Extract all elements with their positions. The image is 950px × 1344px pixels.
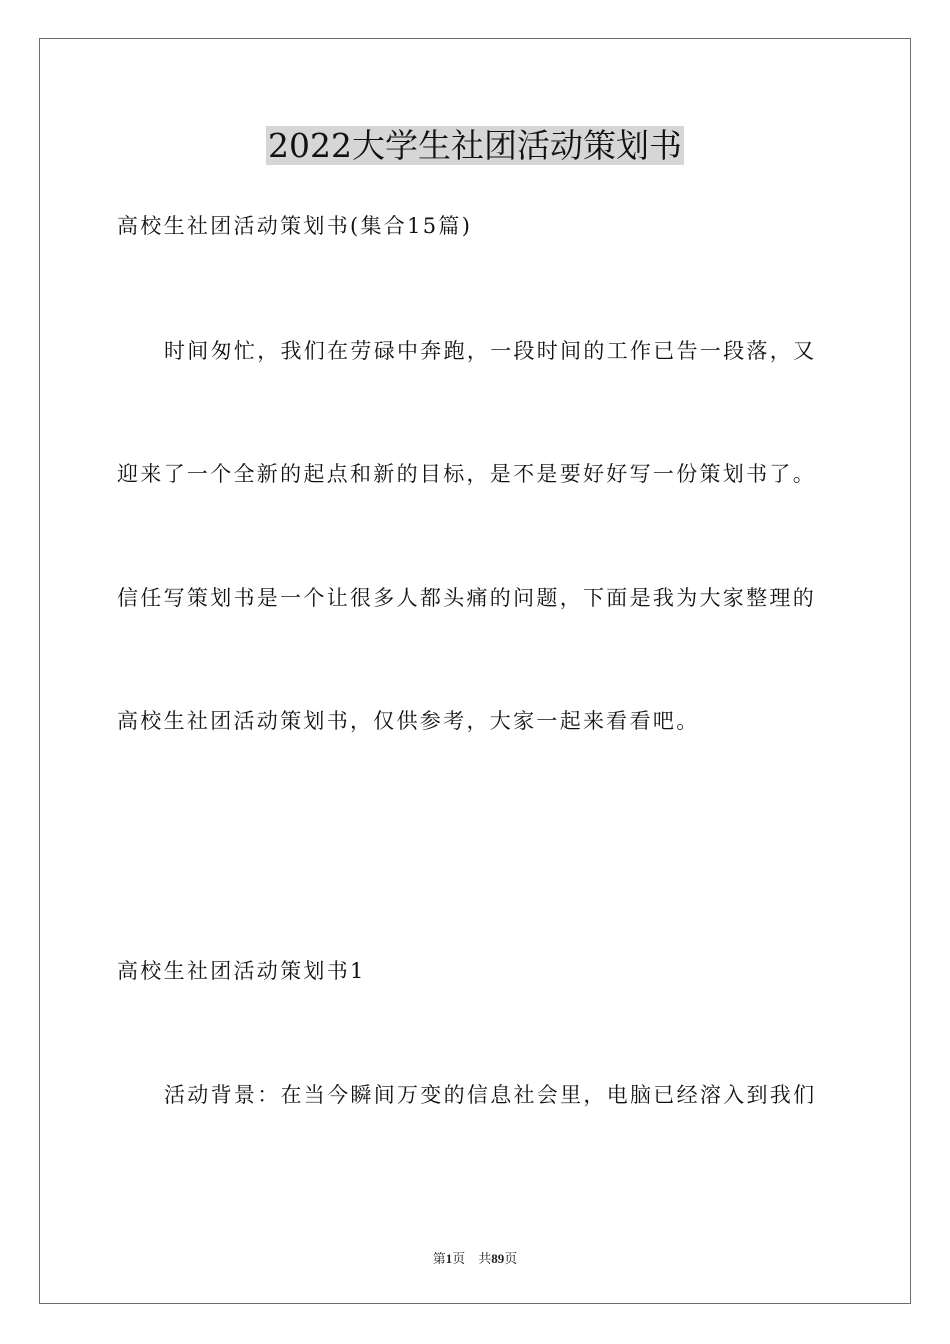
footer-total-prefix: 共 (478, 1251, 492, 1266)
section-heading: 高校生社团活动策划书1 (117, 959, 366, 983)
intro-line-4: 高校生社团活动策划书，仅供参考，大家一起来看看吧。 (117, 709, 700, 733)
page-footer (0, 1248, 950, 1267)
document-title: 2022大学生社团活动策划书 (268, 126, 682, 165)
document-subtitle: 高校生社团活动策划书(集合15篇) (117, 214, 473, 238)
footer-page-current: 1 (445, 1251, 453, 1266)
intro-line-3: 信任写策划书是一个让很多人都头痛的问题，下面是我为大家整理的 (117, 586, 816, 610)
footer-page-suffix: 页 (452, 1251, 466, 1266)
intro-line-2: 迎来了一个全新的起点和新的目标，是不是要好好写一份策划书了。 (117, 462, 816, 486)
footer-page-prefix: 第 (432, 1251, 446, 1266)
footer-total-suffix: 页 (504, 1251, 518, 1266)
document-title-wrap (0, 124, 950, 168)
section-line-1: 活动背景：在当今瞬间万变的信息社会里，电脑已经溶入到我们 (164, 1083, 817, 1107)
footer-total-pages: 89 (491, 1251, 505, 1266)
intro-line-1: 时间匆忙，我们在劳碌中奔跑，一段时间的工作已告一段落，又 (164, 339, 817, 363)
